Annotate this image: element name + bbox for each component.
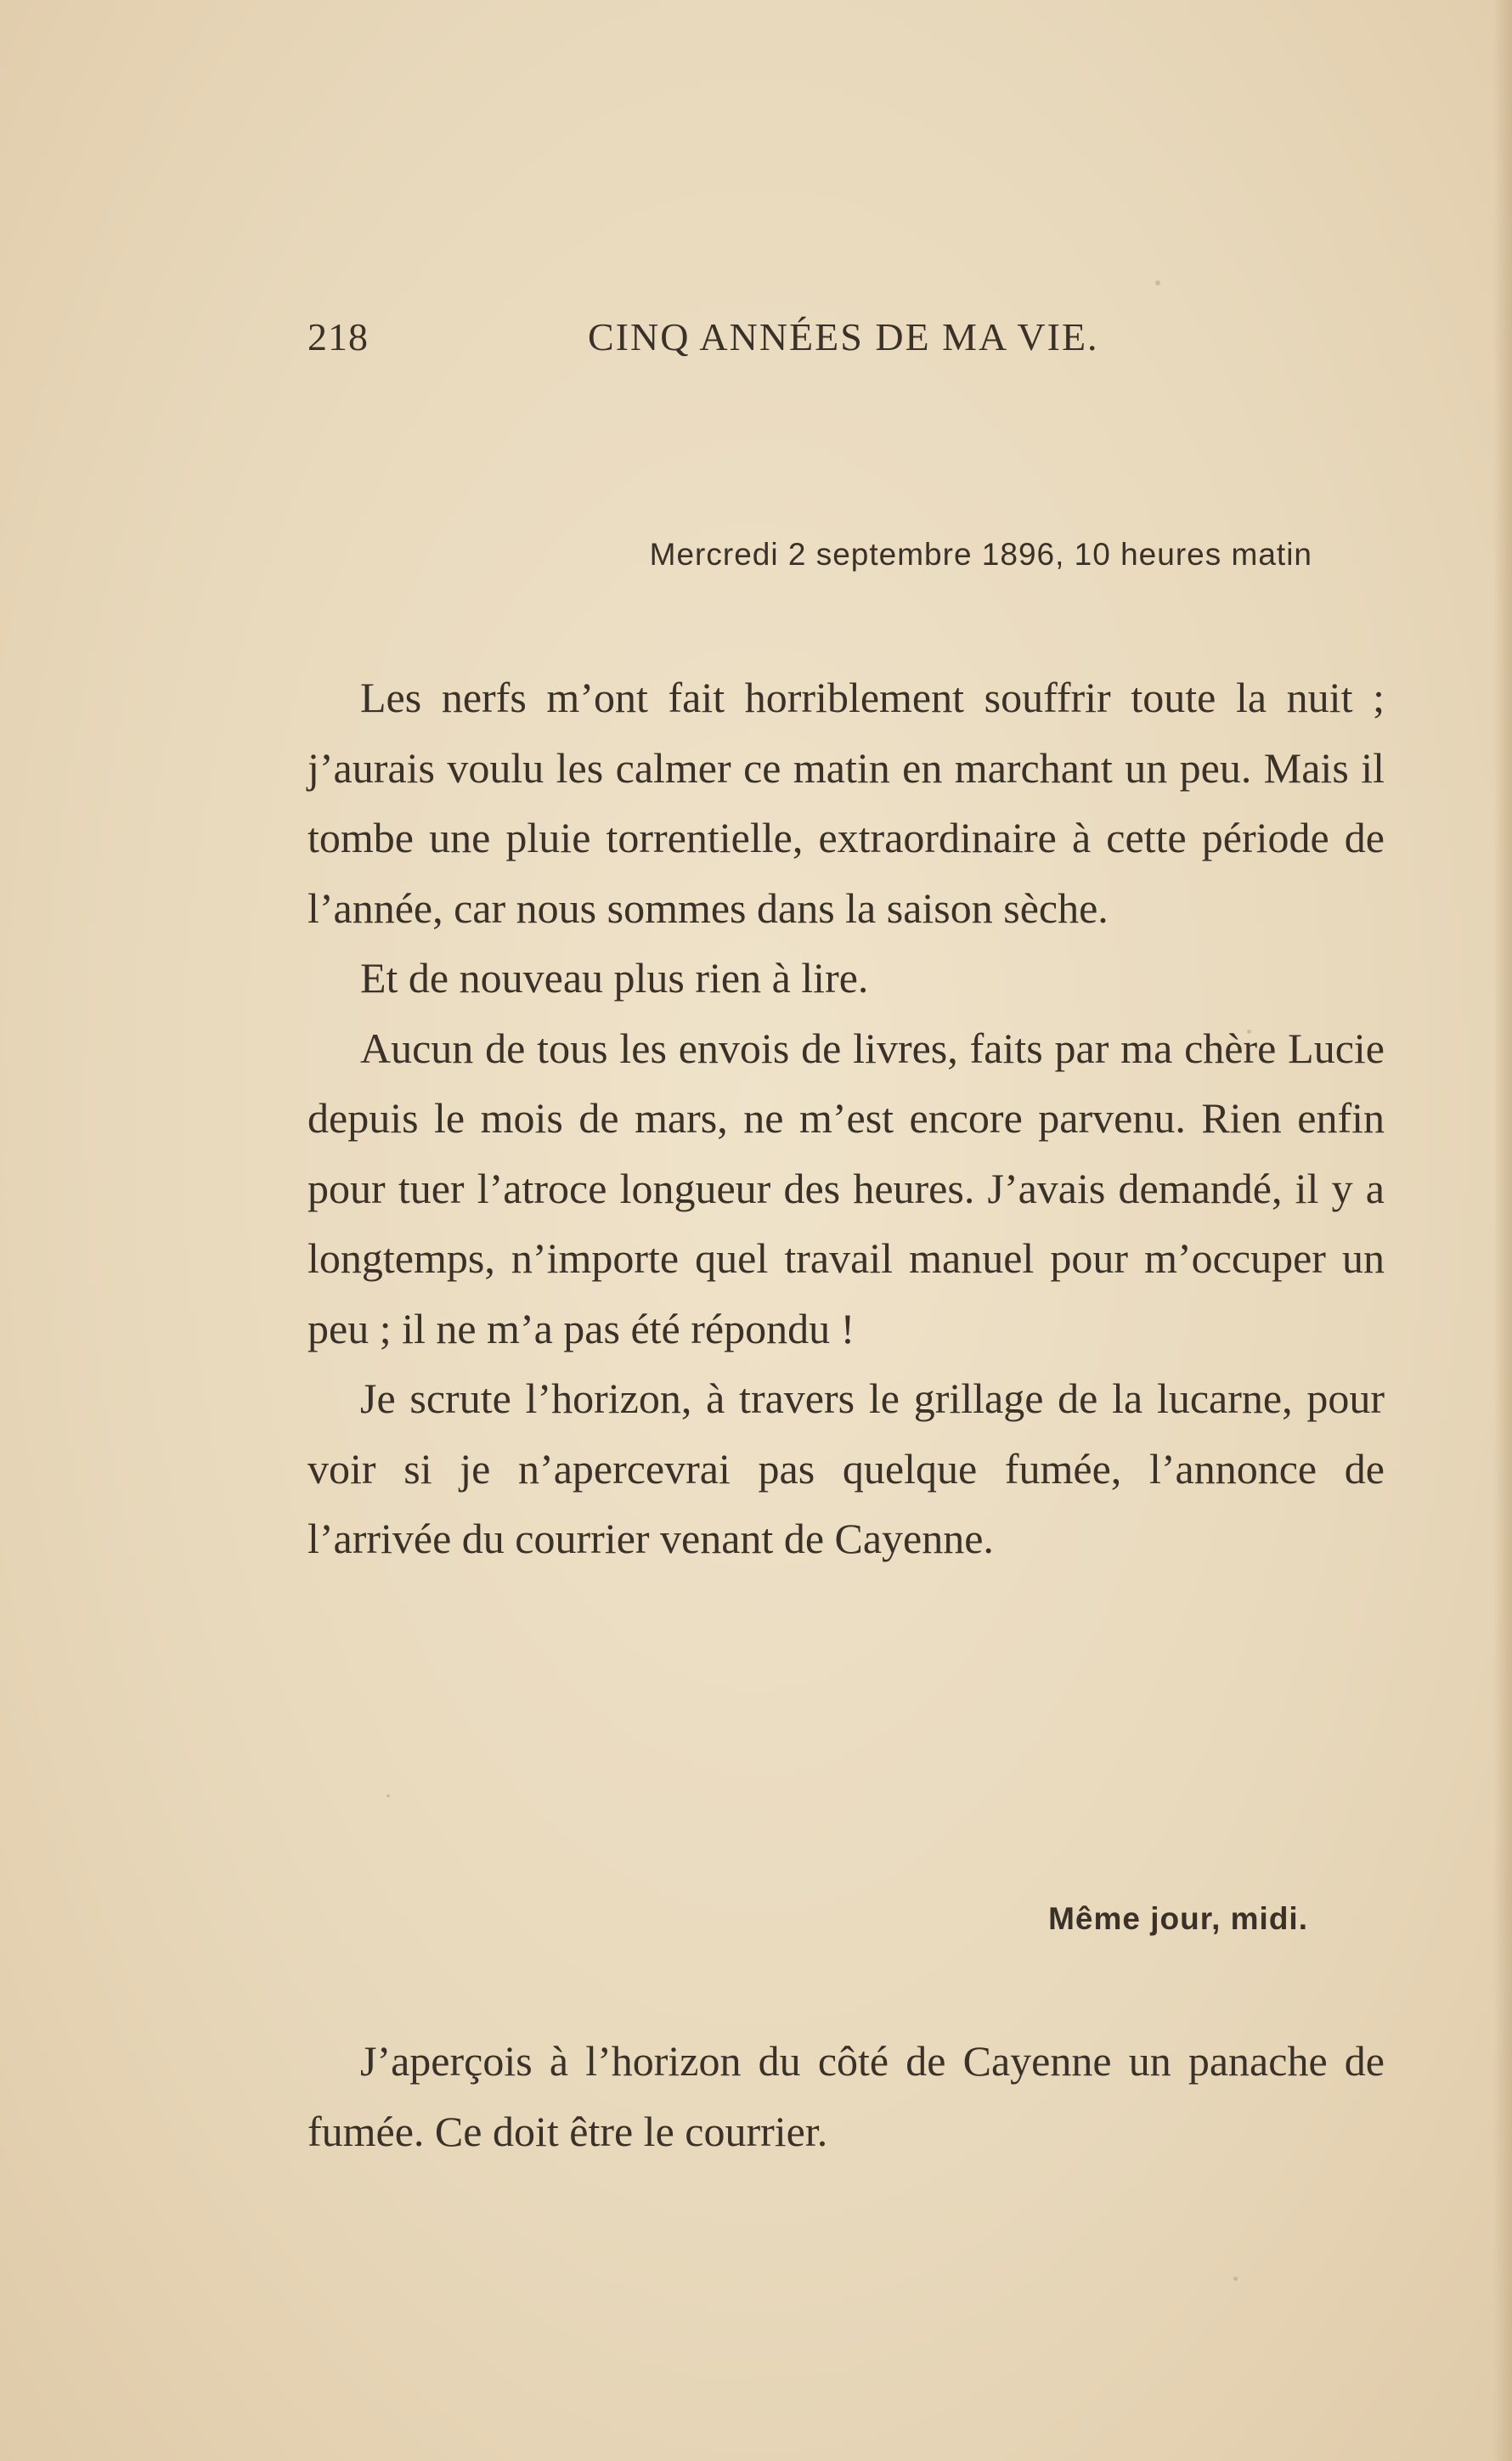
running-title: CINQ ANNÉES DE MA VIE. [588,315,1099,358]
paragraph: Les nerfs m’ont fait horriblement souffrir toute la nuit ; j’aurais voulu les calmer ce matin en marchant un peu. Mais il tombe une pluie torrentielle, extraordinaire à cette période de l’année, car nous sommes dans la saison sèche. [307,674,1385,932]
paragraph: Et de nouveau plus rien à lire. [360,954,869,1002]
page-edge [1493,0,1512,2461]
paper-speck [1155,280,1160,285]
entry-body [307,663,1385,1574]
entry-body [307,2026,1385,2166]
running-header [307,314,1114,374]
paper-speck [386,1794,390,1798]
page-number: 218 [307,315,369,358]
entry-dateline: Même jour, midi. [1048,1901,1308,1936]
paper-speck [1233,2277,1238,2281]
paragraph: Je scrute l’horizon, à travers le grillage de la lucarne, pour voir si je n’apercevrai pas quelque fumée, l’annonce de l’arrivée du courrier venant de Cayenne. [307,1374,1385,1562]
paper-speck [1247,1030,1251,1034]
paragraph: Aucun de tous les envois de livres, faits par ma chère Lucie depuis le mois de mars, ne m’est encore parvenu. Rien enfin pour tuer l’atroce longueur des heures. J’avais demandé, il y a longtemps, n’importe quel travail manuel pour m’occuper un peu ; il ne m’a pas été répondu ! [307,1024,1385,1352]
paragraph: J’aperçois à l’horizon du côté de Cayenne un panache de fumée. Ce doit être le courrier. [307,2037,1385,2155]
entry-dateline: Mercredi 2 septembre 1896, 10 heures matin [649,537,1312,572]
